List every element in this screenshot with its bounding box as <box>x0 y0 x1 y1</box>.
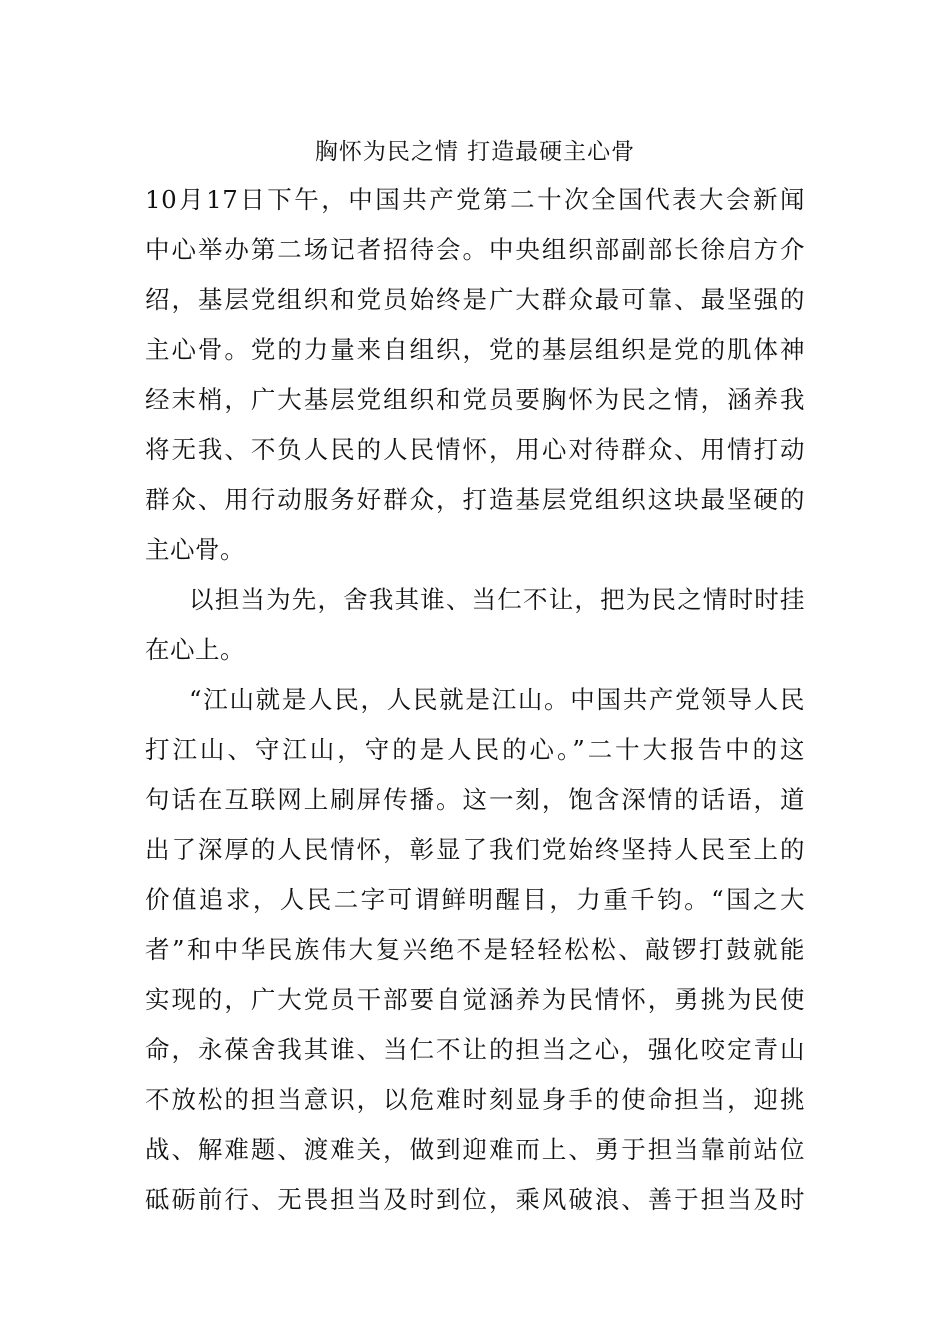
paragraph-line: 经末梢，广大基层党组织和党员要胸怀为民之情，涵养我 <box>145 385 805 414</box>
document-body <box>145 180 805 1230</box>
paragraph-line: 群众、用行动服务好群众，打造基层党组织这块最坚硬的 <box>145 485 805 514</box>
paragraph-line: 战、解难题、渡难关，做到迎难而上、勇于担当靠前站位 <box>145 1135 805 1164</box>
paragraph-line: 中心举办第二场记者招待会。中央组织部副部长徐启方介 <box>145 235 805 264</box>
paragraph-line: 将无我、不负人民的人民情怀，用心对待群众、用情打动 <box>145 435 805 464</box>
paragraph-line: 以担当为先，舍我其谁、当仁不让，把为民之情时时挂 <box>189 585 805 614</box>
paragraph-line: 在心上。 <box>145 635 245 664</box>
paragraph-line: 出了深厚的人民情怀，彰显了我们党始终坚持人民至上的 <box>145 835 805 864</box>
paragraph-line: 10月17日下午，中国共产党第二十次全国代表大会新闻 <box>145 185 805 214</box>
paragraph-line: 主心骨。党的力量来自组织，党的基层组织是党的肌体神 <box>145 335 805 364</box>
paragraph-line: 不放松的担当意识，以危难时刻显身手的使命担当，迎挑 <box>145 1085 805 1114</box>
paragraph-line: 砥砺前行、无畏担当及时到位，乘风破浪、善于担当及时 <box>145 1185 805 1214</box>
paragraph-line: 绍，基层党组织和党员始终是广大群众最可靠、最坚强的 <box>145 285 805 314</box>
paragraph-line: 实现的，广大党员干部要自觉涵养为民情怀，勇挑为民使 <box>145 985 805 1014</box>
paragraph-line: 者”和中华民族伟大复兴绝不是轻轻松松、敲锣打鼓就能 <box>145 935 805 964</box>
paragraph-line: 句话在互联网上刷屏传播。这一刻，饱含深情的话语，道 <box>145 785 805 814</box>
document-title: 胸怀为民之情 打造最硬主心骨 <box>314 139 636 165</box>
paragraph-line: 主心骨。 <box>145 535 245 564</box>
paragraph-line: 命，永葆舍我其谁、当仁不让的担当之心，强化咬定青山 <box>145 1035 805 1064</box>
paragraph-line: 打江山、守江山，守的是人民的心。”二十大报告中的这 <box>145 735 805 764</box>
paragraph-line: 价值追求，人民二字可谓鲜明醒目，力重千钧。“国之大 <box>145 885 805 914</box>
paragraph-line: “江山就是人民，人民就是江山。中国共产党领导人民 <box>189 685 805 714</box>
